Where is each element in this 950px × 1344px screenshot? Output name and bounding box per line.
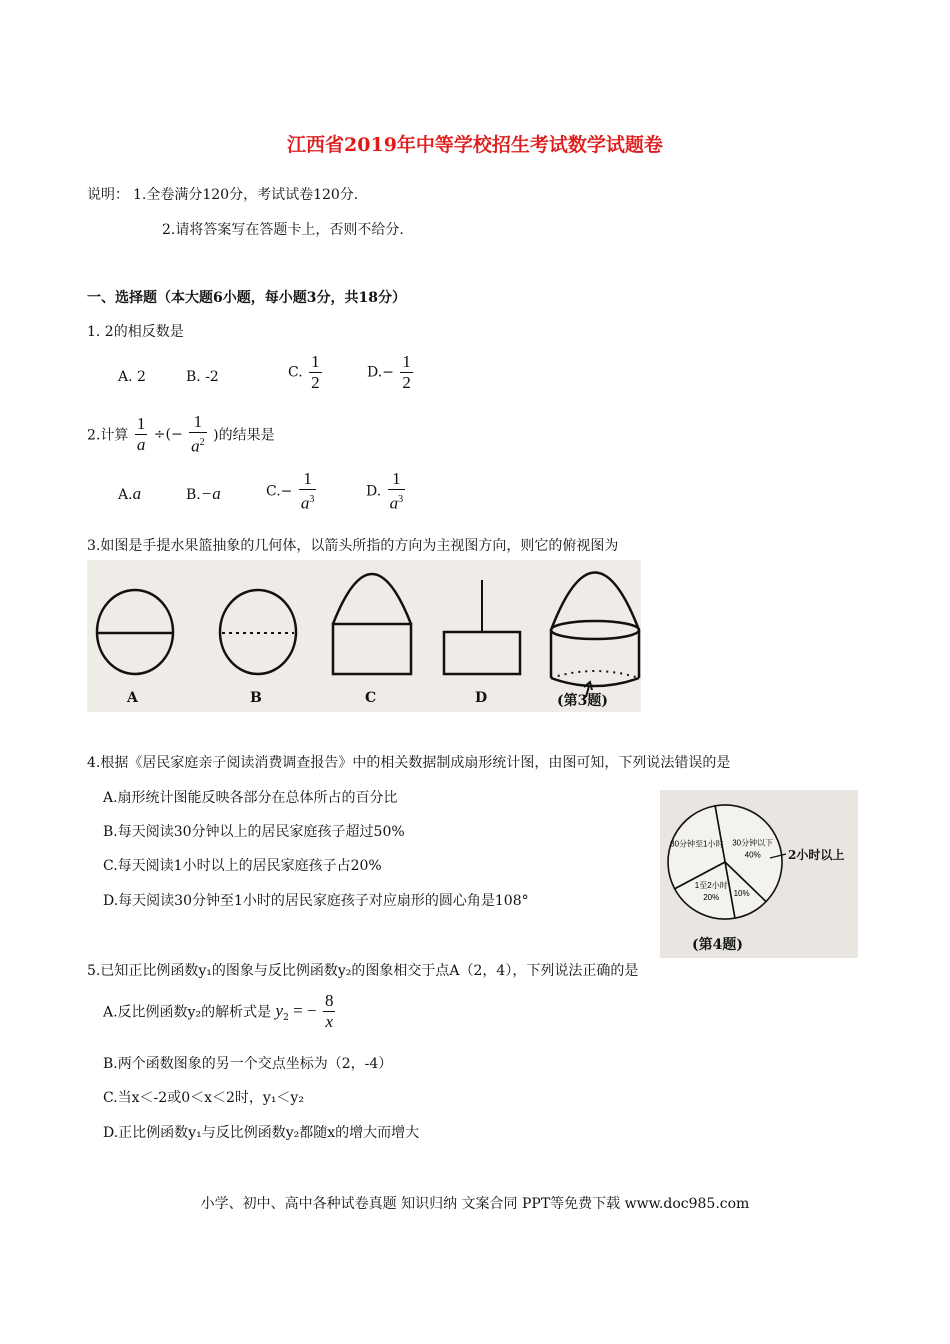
q2-operator: ÷(− bbox=[153, 426, 183, 443]
q2-d-exp: 3 bbox=[398, 494, 404, 505]
q4-option-c: C.每天阅读1小时以上的居民家庭孩子占20% bbox=[103, 858, 382, 874]
q2-a-label: A. bbox=[118, 487, 133, 503]
q5-a-num: 8 bbox=[324, 991, 334, 1010]
q3-basket-bottom-front bbox=[551, 678, 639, 686]
q2-stem-suffix: )的结果是 bbox=[213, 427, 275, 444]
q1-d-prefix: D.− bbox=[367, 364, 394, 381]
q2-c-den: a bbox=[300, 493, 310, 513]
q1-c-den: 2 bbox=[311, 373, 320, 392]
q2-a-value: a bbox=[132, 484, 142, 503]
q3-stem: 3.如图是手提水果篮抽象的几何体，以箭头所指的方向为主视图方向，则它的俯视图为 bbox=[87, 538, 619, 554]
q5-a-fraction bbox=[323, 991, 336, 1032]
q5-option-b: B.两个函数图象的另一个交点坐标为（2，-4） bbox=[103, 1056, 393, 1072]
q2-d-den: a bbox=[389, 493, 399, 513]
q5-stem: 5.已知正比例函数y₁的图象与反比例函数y₂的图象相交于点A（2，4），下列说法正确的是 bbox=[87, 963, 639, 979]
q2-stem bbox=[87, 412, 275, 457]
page-title: 江西省2019年中等学校招生考试数学试题卷 bbox=[287, 134, 663, 156]
q4-option-a: A.扇形统计图能反映各部分在总体所占的百分比 bbox=[103, 790, 398, 806]
q2-fraction-1 bbox=[135, 414, 148, 455]
q5-a-lhs: y bbox=[275, 1000, 284, 1020]
q3-label-d: D bbox=[475, 690, 488, 706]
pie-value-label: 20% bbox=[703, 893, 720, 903]
q2-b-value: −a bbox=[200, 484, 221, 503]
q2-f1-num: 1 bbox=[136, 413, 146, 433]
pie-value-label: 10% bbox=[733, 889, 750, 899]
q2-d-num: 1 bbox=[388, 469, 406, 490]
q4-option-b: B.每天阅读30分钟以上的居民家庭孩子超过50% bbox=[103, 824, 405, 840]
q3-d-rect bbox=[444, 632, 520, 674]
q3-caption: (第3题) bbox=[557, 693, 608, 709]
q1-d-den: 2 bbox=[402, 373, 411, 392]
pie-slice-label: 30分钟以下 bbox=[732, 838, 774, 848]
q3-basket-bottom-back bbox=[551, 671, 639, 678]
q2-c-exp: 3 bbox=[309, 494, 315, 505]
q1-c-fraction bbox=[309, 352, 322, 393]
q4-option-d: D.每天阅读30分钟至1小时的居民家庭孩子对应扇形的圆心角是108° bbox=[103, 893, 529, 909]
q3-label-b: B bbox=[250, 690, 262, 706]
q2-f1-den: a bbox=[136, 434, 146, 454]
pie-annotation: 2小时以上 bbox=[788, 848, 845, 862]
q3-basket-top bbox=[551, 621, 639, 639]
q2-c-num: 1 bbox=[299, 469, 317, 490]
page-footer: 小学、初中、高中各种试卷真题 知识归纳 文案合同 PPT等免费下载 www.doc985.com bbox=[200, 1196, 750, 1212]
pie-value-label: 40% bbox=[744, 850, 761, 860]
section-heading: 一、选择题（本大题6小题，每小题3分，共18分） bbox=[87, 290, 406, 306]
pie-slices bbox=[668, 805, 782, 919]
q1-option-b: B. -2 bbox=[186, 369, 219, 385]
q3-label-a: A bbox=[127, 690, 138, 706]
q2-f2-num: 1 bbox=[189, 412, 207, 433]
q3-c-arch bbox=[333, 574, 411, 624]
q2-stem-prefix: 2.计算 bbox=[87, 427, 129, 444]
q4-stem: 4.根据《居民家庭亲子阅读消费调查报告》中的相关数据制成扇形统计图，由图可知，下列说法错误的是 bbox=[87, 755, 731, 771]
q4-pie-svg bbox=[660, 790, 858, 958]
pie-slice-label: 30分钟至1小时 bbox=[670, 839, 724, 849]
q5-a-eq: = − bbox=[288, 1000, 317, 1020]
q2-f2-exp: 2 bbox=[199, 437, 205, 448]
q2-option-d bbox=[366, 469, 407, 514]
q2-fraction-2 bbox=[189, 412, 207, 457]
q5-a-sub: 2 bbox=[283, 1012, 289, 1023]
q1-option-a: A. 2 bbox=[118, 369, 146, 385]
q5-a-formula bbox=[275, 1000, 317, 1023]
q3-figure bbox=[87, 560, 641, 712]
q4-caption: (第4题) bbox=[692, 937, 743, 953]
q5-option-a bbox=[103, 991, 337, 1032]
pie-slice-label: 1至2小时 bbox=[694, 881, 728, 891]
q2-c-label: C.− bbox=[266, 483, 293, 500]
notes-label: 说明： bbox=[87, 187, 129, 203]
q2-f2-den: a bbox=[191, 436, 200, 456]
q1-option-d bbox=[367, 352, 415, 393]
q2-b-label: B. bbox=[186, 487, 201, 503]
q1-c-prefix: C. bbox=[288, 364, 303, 381]
q1-option-c bbox=[288, 352, 324, 393]
notes-line-1: 1.全卷满分120分，考试试卷120分. bbox=[133, 187, 359, 203]
q3-c-rect bbox=[333, 624, 411, 674]
q3-label-c: C bbox=[365, 690, 377, 706]
q2-d-fraction bbox=[388, 469, 406, 514]
q5-a-prefix: A.反比例函数y₂的解析式是 bbox=[103, 1004, 272, 1021]
q5-a-den: x bbox=[325, 1012, 333, 1031]
q5-option-d: D.正比例函数y₁与反比例函数y₂都随x的增大而增大 bbox=[103, 1125, 420, 1141]
q4-pie-figure bbox=[660, 790, 858, 958]
q2-d-label: D. bbox=[366, 483, 382, 500]
q2-option-c bbox=[266, 469, 318, 514]
q1-stem: 1. 2的相反数是 bbox=[87, 324, 184, 340]
notes-line-2: 2.请将答案写在答题卡上，否则不给分. bbox=[162, 222, 404, 238]
q1-d-num: 1 bbox=[402, 352, 411, 371]
q2-option-a bbox=[118, 484, 141, 504]
q2-option-b bbox=[186, 484, 221, 504]
q2-c-fraction bbox=[299, 469, 317, 514]
q1-c-num: 1 bbox=[311, 352, 320, 371]
q1-d-fraction bbox=[400, 352, 413, 393]
q5-option-c: C.当x＜-2或0＜x＜2时，y₁＜y₂ bbox=[103, 1090, 304, 1106]
